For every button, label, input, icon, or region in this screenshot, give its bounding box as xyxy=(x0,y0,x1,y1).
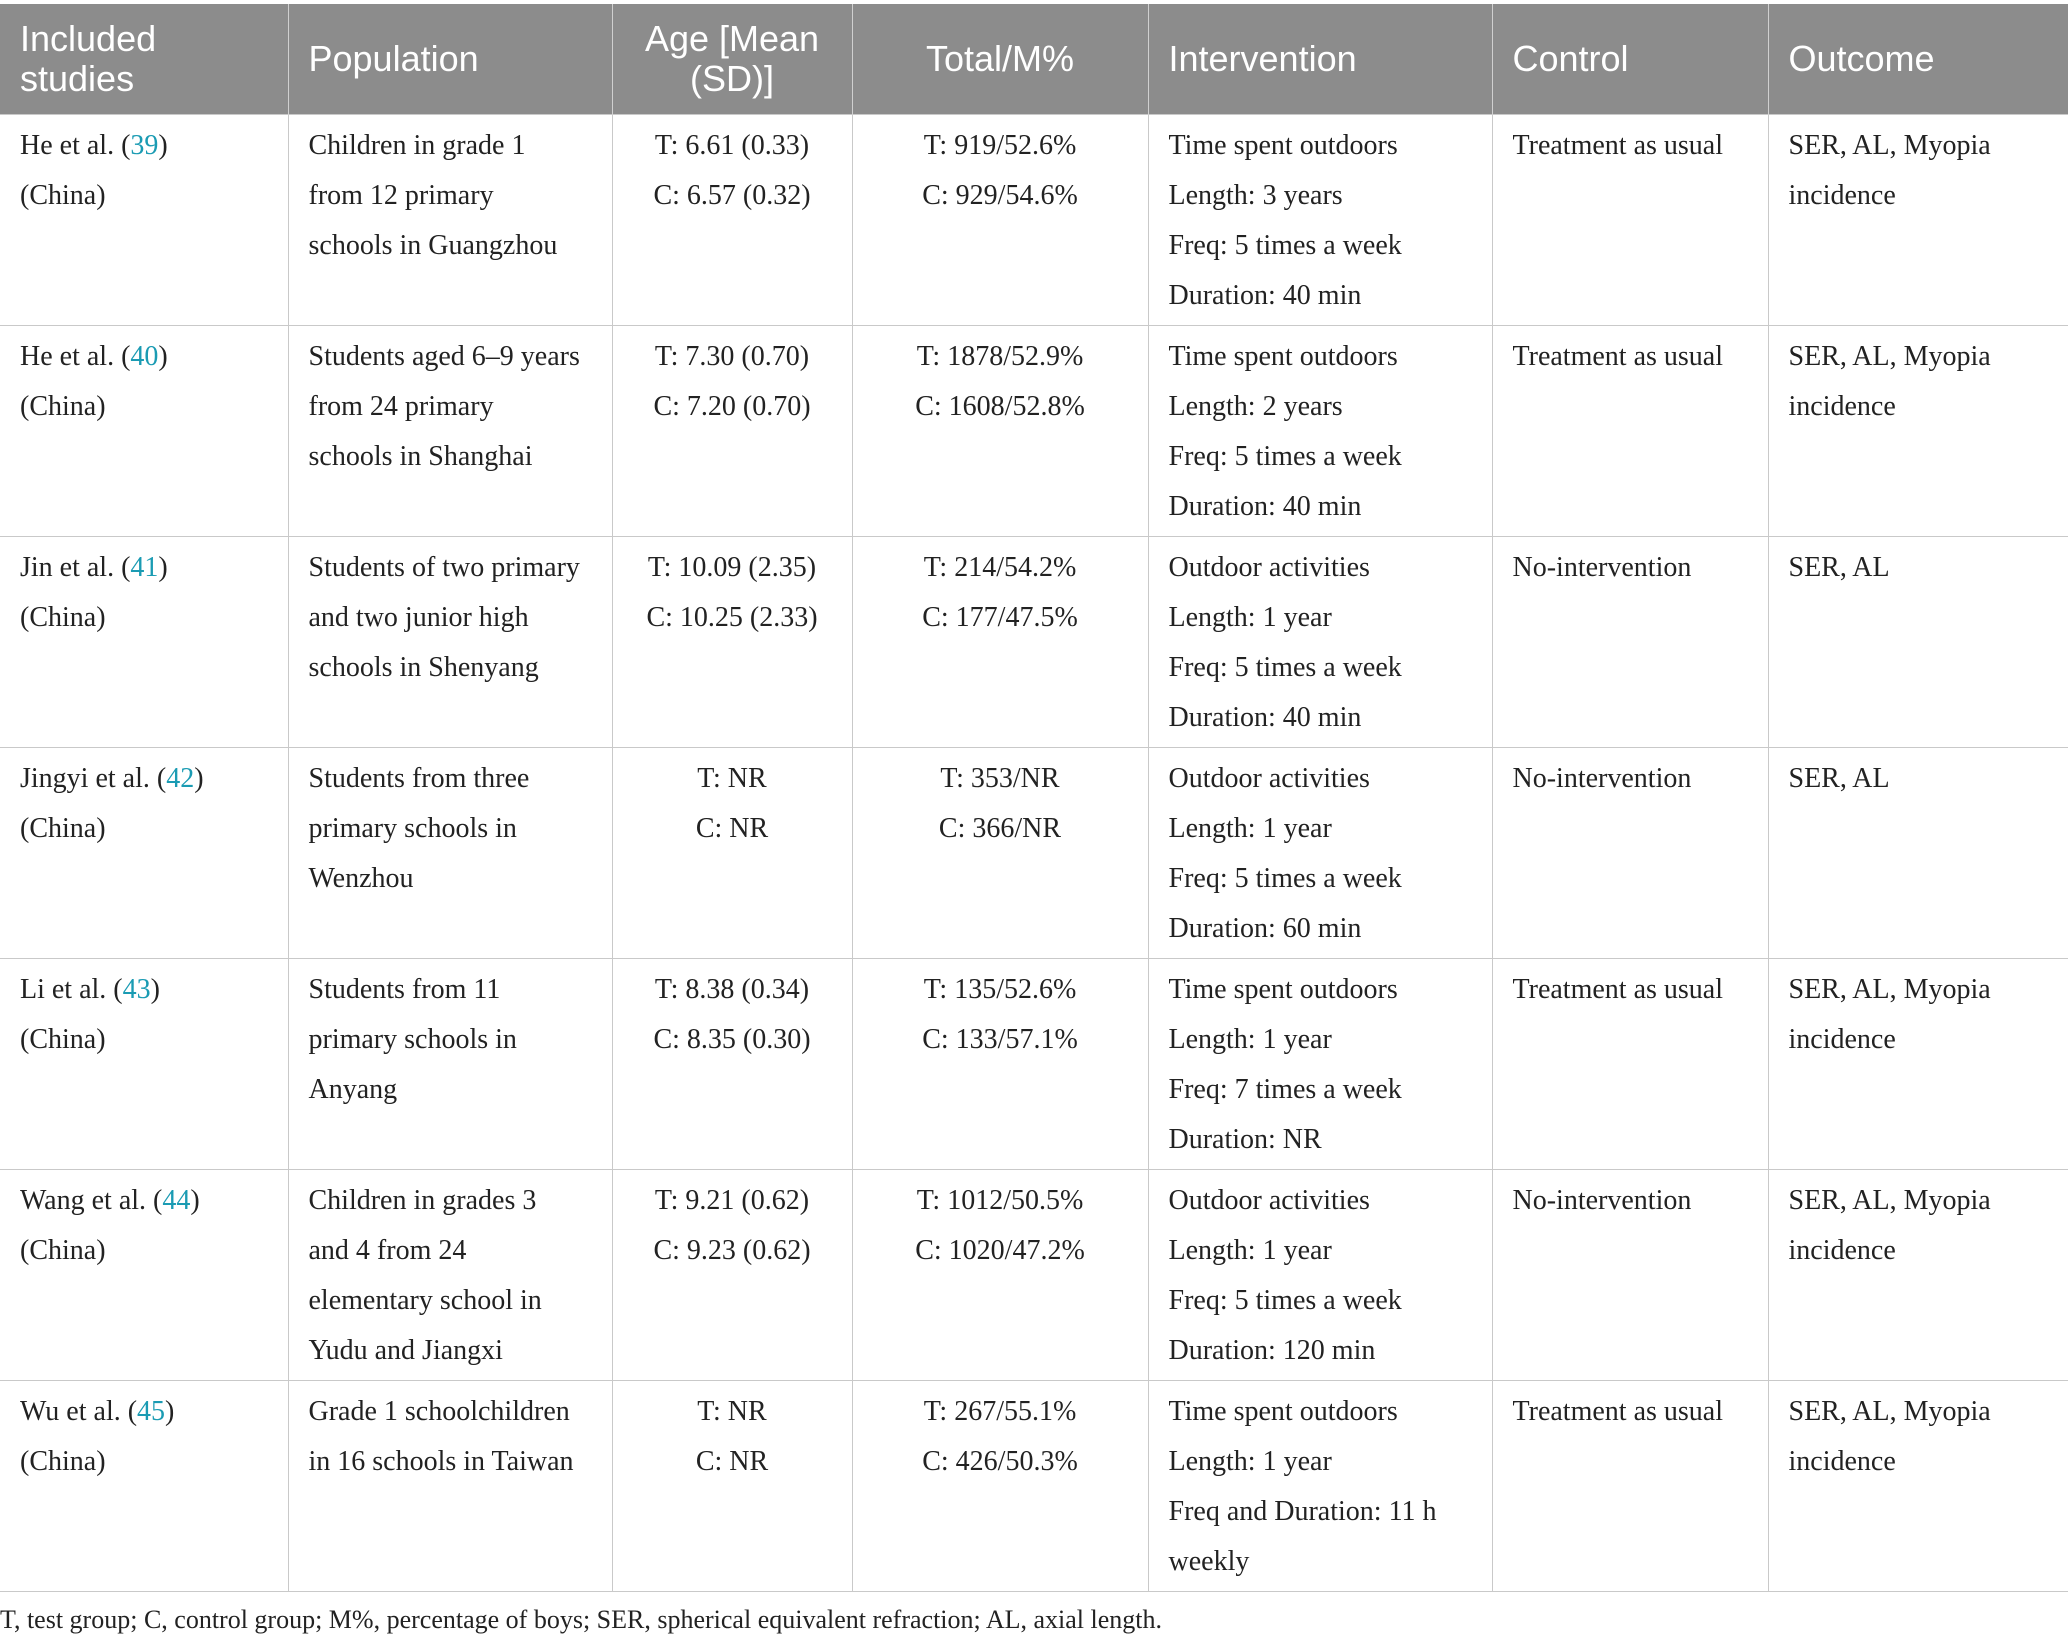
study-country: (China) xyxy=(20,812,106,844)
population-line: Students aged 6–9 years xyxy=(308,340,580,372)
study-author: Li et al. ( xyxy=(20,973,123,1005)
cell-intervention xyxy=(1148,1380,1492,1591)
intervention-line: Length: 2 years xyxy=(1168,390,1343,422)
cell-population xyxy=(288,1169,612,1380)
header-control: Control xyxy=(1492,4,1768,114)
population-line: schools in Shanghai xyxy=(308,440,533,472)
intervention-line: Outdoor activities xyxy=(1168,1184,1370,1216)
study-country: (China) xyxy=(20,1234,106,1266)
outcome-line: incidence xyxy=(1788,1023,1896,1055)
study-author: Jin et al. ( xyxy=(20,551,131,583)
intervention-line: Time spent outdoors xyxy=(1168,129,1398,161)
total-test: T: 1012/50.5% xyxy=(916,1184,1084,1216)
study-author-end: ) xyxy=(150,973,160,1005)
study-author: Wang et al. ( xyxy=(20,1184,163,1216)
intervention-line: Length: 1 year xyxy=(1168,1023,1332,1055)
age-control: C: 6.57 (0.32) xyxy=(653,179,811,211)
age-test: T: 6.61 (0.33) xyxy=(654,129,810,161)
cell-age xyxy=(612,325,852,536)
study-author: He et al. ( xyxy=(20,340,131,372)
cell-total xyxy=(852,114,1148,325)
cell-age xyxy=(612,1380,852,1591)
population-line: Children in grade 1 xyxy=(308,129,526,161)
cell-intervention xyxy=(1148,536,1492,747)
cell-intervention xyxy=(1148,325,1492,536)
total-control: C: 177/47.5% xyxy=(922,601,1078,633)
reference-link[interactable]: 44 xyxy=(162,1184,191,1216)
control-value: Treatment as usual xyxy=(1512,129,1723,161)
population-line: Yudu and Jiangxi xyxy=(308,1334,503,1366)
age-test: T: 9.21 (0.62) xyxy=(654,1184,810,1216)
cell-outcome xyxy=(1768,1380,2068,1591)
study-country: (China) xyxy=(20,179,106,211)
study-country: (China) xyxy=(20,601,106,633)
total-control: C: 929/54.6% xyxy=(922,179,1078,211)
intervention-line: Outdoor activities xyxy=(1168,762,1370,794)
header-population: Population xyxy=(288,4,612,114)
intervention-line: Length: 1 year xyxy=(1168,601,1332,633)
outcome-line: incidence xyxy=(1788,1445,1896,1477)
outcome-line: SER, AL, Myopia xyxy=(1788,129,1991,161)
cell-population xyxy=(288,325,612,536)
cell-control xyxy=(1492,958,1768,1169)
cell-population xyxy=(288,114,612,325)
table-row xyxy=(0,958,2068,1169)
intervention-line: Time spent outdoors xyxy=(1168,340,1398,372)
intervention-line: Length: 1 year xyxy=(1168,812,1332,844)
cell-total xyxy=(852,536,1148,747)
cell-outcome xyxy=(1768,958,2068,1169)
cell-total xyxy=(852,958,1148,1169)
cell-outcome xyxy=(1768,114,2068,325)
table-row xyxy=(0,747,2068,958)
intervention-line: Freq: 7 times a week xyxy=(1168,1073,1402,1105)
intervention-line: weekly xyxy=(1168,1545,1250,1577)
cell-outcome xyxy=(1768,325,2068,536)
study-author-end: ) xyxy=(158,551,168,583)
cell-study xyxy=(0,536,288,747)
population-line: Students of two primary xyxy=(308,551,580,583)
intervention-line: Length: 1 year xyxy=(1168,1445,1332,1477)
cell-control xyxy=(1492,1169,1768,1380)
cell-age xyxy=(612,958,852,1169)
total-control: C: 366/NR xyxy=(938,812,1062,844)
table-footnote: T, test group; C, control group; M%, percentage of boys; SER, spherical equivalent refraction; AL, axial length. xyxy=(0,1605,1162,1634)
age-test: T: NR xyxy=(697,762,767,794)
study-author-line xyxy=(20,1176,268,1226)
cell-total xyxy=(852,747,1148,958)
population-line: schools in Shenyang xyxy=(308,651,539,683)
total-test: T: 919/52.6% xyxy=(923,129,1077,161)
population-line: Wenzhou xyxy=(308,862,414,894)
intervention-line: Duration: 60 min xyxy=(1168,912,1362,944)
intervention-line: Freq: 5 times a week xyxy=(1168,1284,1402,1316)
intervention-line: Freq: 5 times a week xyxy=(1168,651,1402,683)
total-test: T: 1878/52.9% xyxy=(916,340,1084,372)
total-test: T: 214/54.2% xyxy=(923,551,1077,583)
age-control: C: 10.25 (2.33) xyxy=(646,601,818,633)
age-control: C: NR xyxy=(695,812,769,844)
population-line: Grade 1 schoolchildren xyxy=(308,1395,570,1427)
study-country: (China) xyxy=(20,1445,106,1477)
control-value: No-intervention xyxy=(1512,762,1692,794)
table-row xyxy=(0,1380,2068,1591)
age-test: T: 10.09 (2.35) xyxy=(647,551,817,583)
study-author-end: ) xyxy=(165,1395,175,1427)
total-test: T: 135/52.6% xyxy=(923,973,1077,1005)
cell-total xyxy=(852,1380,1148,1591)
age-test: T: 7.30 (0.70) xyxy=(654,340,810,372)
age-control: C: 7.20 (0.70) xyxy=(653,390,811,422)
study-author: He et al. ( xyxy=(20,129,131,161)
cell-control xyxy=(1492,536,1768,747)
reference-link[interactable]: 39 xyxy=(130,129,159,161)
study-author-line xyxy=(20,754,268,804)
cell-control xyxy=(1492,114,1768,325)
intervention-line: Time spent outdoors xyxy=(1168,973,1398,1005)
study-author-line xyxy=(20,332,268,382)
header-row xyxy=(0,4,2068,114)
intervention-line: Freq: 5 times a week xyxy=(1168,229,1402,261)
cell-total xyxy=(852,325,1148,536)
cell-intervention xyxy=(1148,114,1492,325)
age-control: C: 8.35 (0.30) xyxy=(653,1023,811,1055)
age-test: T: NR xyxy=(697,1395,767,1427)
population-line: from 24 primary xyxy=(308,390,494,422)
intervention-line: Time spent outdoors xyxy=(1168,1395,1398,1427)
study-country: (China) xyxy=(20,1023,106,1055)
intervention-line: Duration: 120 min xyxy=(1168,1334,1376,1366)
table-row xyxy=(0,114,2068,325)
population-line: schools in Guangzhou xyxy=(308,229,558,261)
outcome-line: incidence xyxy=(1788,1234,1896,1266)
cell-age xyxy=(612,114,852,325)
intervention-line: Outdoor activities xyxy=(1168,551,1370,583)
population-line: Students from 11 xyxy=(308,973,501,1005)
total-control: C: 1020/47.2% xyxy=(915,1234,1085,1266)
reference-link[interactable]: 41 xyxy=(130,551,159,583)
population-line: elementary school in xyxy=(308,1284,542,1316)
outcome-line: SER, AL, Myopia xyxy=(1788,973,1991,1005)
cell-population xyxy=(288,747,612,958)
control-value: No-intervention xyxy=(1512,551,1692,583)
cell-outcome xyxy=(1768,747,2068,958)
population-line: Students from three xyxy=(308,762,530,794)
header-total: Total/M% xyxy=(852,4,1148,114)
intervention-line: Duration: 40 min xyxy=(1168,490,1362,522)
study-author-end: ) xyxy=(158,129,168,161)
total-test: T: 353/NR xyxy=(940,762,1060,794)
reference-link[interactable]: 42 xyxy=(166,762,195,794)
age-test: T: 8.38 (0.34) xyxy=(654,973,810,1005)
table-wrapper xyxy=(0,4,2068,1592)
cell-age xyxy=(612,1169,852,1380)
cell-study xyxy=(0,958,288,1169)
cell-outcome xyxy=(1768,536,2068,747)
population-line: from 12 primary xyxy=(308,179,494,211)
population-line: Anyang xyxy=(308,1073,398,1105)
intervention-line: Duration: 40 min xyxy=(1168,701,1362,733)
control-value: Treatment as usual xyxy=(1512,340,1723,372)
population-line: and two junior high xyxy=(308,601,529,633)
table-row xyxy=(0,325,2068,536)
control-value: Treatment as usual xyxy=(1512,973,1723,1005)
cell-total xyxy=(852,1169,1148,1380)
cell-outcome xyxy=(1768,1169,2068,1380)
intervention-line: Duration: 40 min xyxy=(1168,279,1362,311)
cell-study xyxy=(0,1380,288,1591)
cell-control xyxy=(1492,747,1768,958)
outcome-line: SER, AL, Myopia xyxy=(1788,1184,1991,1216)
cell-population xyxy=(288,1380,612,1591)
age-control: C: 9.23 (0.62) xyxy=(653,1234,811,1266)
reference-link[interactable]: 43 xyxy=(122,973,151,1005)
reference-link[interactable]: 40 xyxy=(130,340,159,372)
outcome-line: SER, AL, Myopia xyxy=(1788,1395,1991,1427)
table-body xyxy=(0,114,2068,1591)
control-value: Treatment as usual xyxy=(1512,1395,1723,1427)
study-author: Jingyi et al. ( xyxy=(20,762,167,794)
cell-control xyxy=(1492,1380,1768,1591)
cell-intervention xyxy=(1148,1169,1492,1380)
population-line: in 16 schools in Taiwan xyxy=(308,1445,574,1477)
study-author: Wu et al. ( xyxy=(20,1395,138,1427)
outcome-line: incidence xyxy=(1788,179,1896,211)
total-control: C: 133/57.1% xyxy=(922,1023,1078,1055)
reference-link[interactable]: 45 xyxy=(137,1395,166,1427)
study-author-line xyxy=(20,965,268,1015)
intervention-line: Duration: NR xyxy=(1168,1123,1322,1155)
header-included-studies: Included studies xyxy=(0,4,288,114)
population-line: primary schools in xyxy=(308,1023,517,1055)
study-author-end: ) xyxy=(194,762,204,794)
total-control: C: 1608/52.8% xyxy=(915,390,1085,422)
study-author-end: ) xyxy=(190,1184,200,1216)
outcome-line: SER, AL xyxy=(1788,551,1890,583)
outcome-line: SER, AL, Myopia xyxy=(1788,340,1991,372)
header-outcome: Outcome xyxy=(1768,4,2068,114)
study-author-end: ) xyxy=(158,340,168,372)
cell-age xyxy=(612,747,852,958)
intervention-line: Length: 1 year xyxy=(1168,1234,1332,1266)
intervention-line: Freq and Duration: 11 h xyxy=(1168,1495,1437,1527)
cell-study xyxy=(0,114,288,325)
total-control: C: 426/50.3% xyxy=(922,1445,1078,1477)
control-value: No-intervention xyxy=(1512,1184,1692,1216)
cell-intervention xyxy=(1148,958,1492,1169)
outcome-line: incidence xyxy=(1788,390,1896,422)
header-intervention: Intervention xyxy=(1148,4,1492,114)
cell-age xyxy=(612,536,852,747)
table-row xyxy=(0,536,2068,747)
cell-study xyxy=(0,1169,288,1380)
total-test: T: 267/55.1% xyxy=(923,1395,1077,1427)
cell-study xyxy=(0,747,288,958)
cell-control xyxy=(1492,325,1768,536)
header-age: Age [Mean (SD)] xyxy=(612,4,852,114)
intervention-line: Length: 3 years xyxy=(1168,179,1343,211)
intervention-line: Freq: 5 times a week xyxy=(1168,862,1402,894)
cell-population xyxy=(288,536,612,747)
table-row xyxy=(0,1169,2068,1380)
study-country: (China) xyxy=(20,390,106,422)
population-line: primary schools in xyxy=(308,812,517,844)
population-line: Children in grades 3 xyxy=(308,1184,537,1216)
included-studies-table xyxy=(0,4,2068,1592)
outcome-line: SER, AL xyxy=(1788,762,1890,794)
population-line: and 4 from 24 xyxy=(308,1234,467,1266)
study-author-line xyxy=(20,543,268,593)
cell-intervention xyxy=(1148,747,1492,958)
cell-study xyxy=(0,325,288,536)
age-control: C: NR xyxy=(695,1445,769,1477)
cell-population xyxy=(288,958,612,1169)
intervention-line: Freq: 5 times a week xyxy=(1168,440,1402,472)
study-author-line xyxy=(20,1387,268,1437)
study-author-line xyxy=(20,121,268,171)
